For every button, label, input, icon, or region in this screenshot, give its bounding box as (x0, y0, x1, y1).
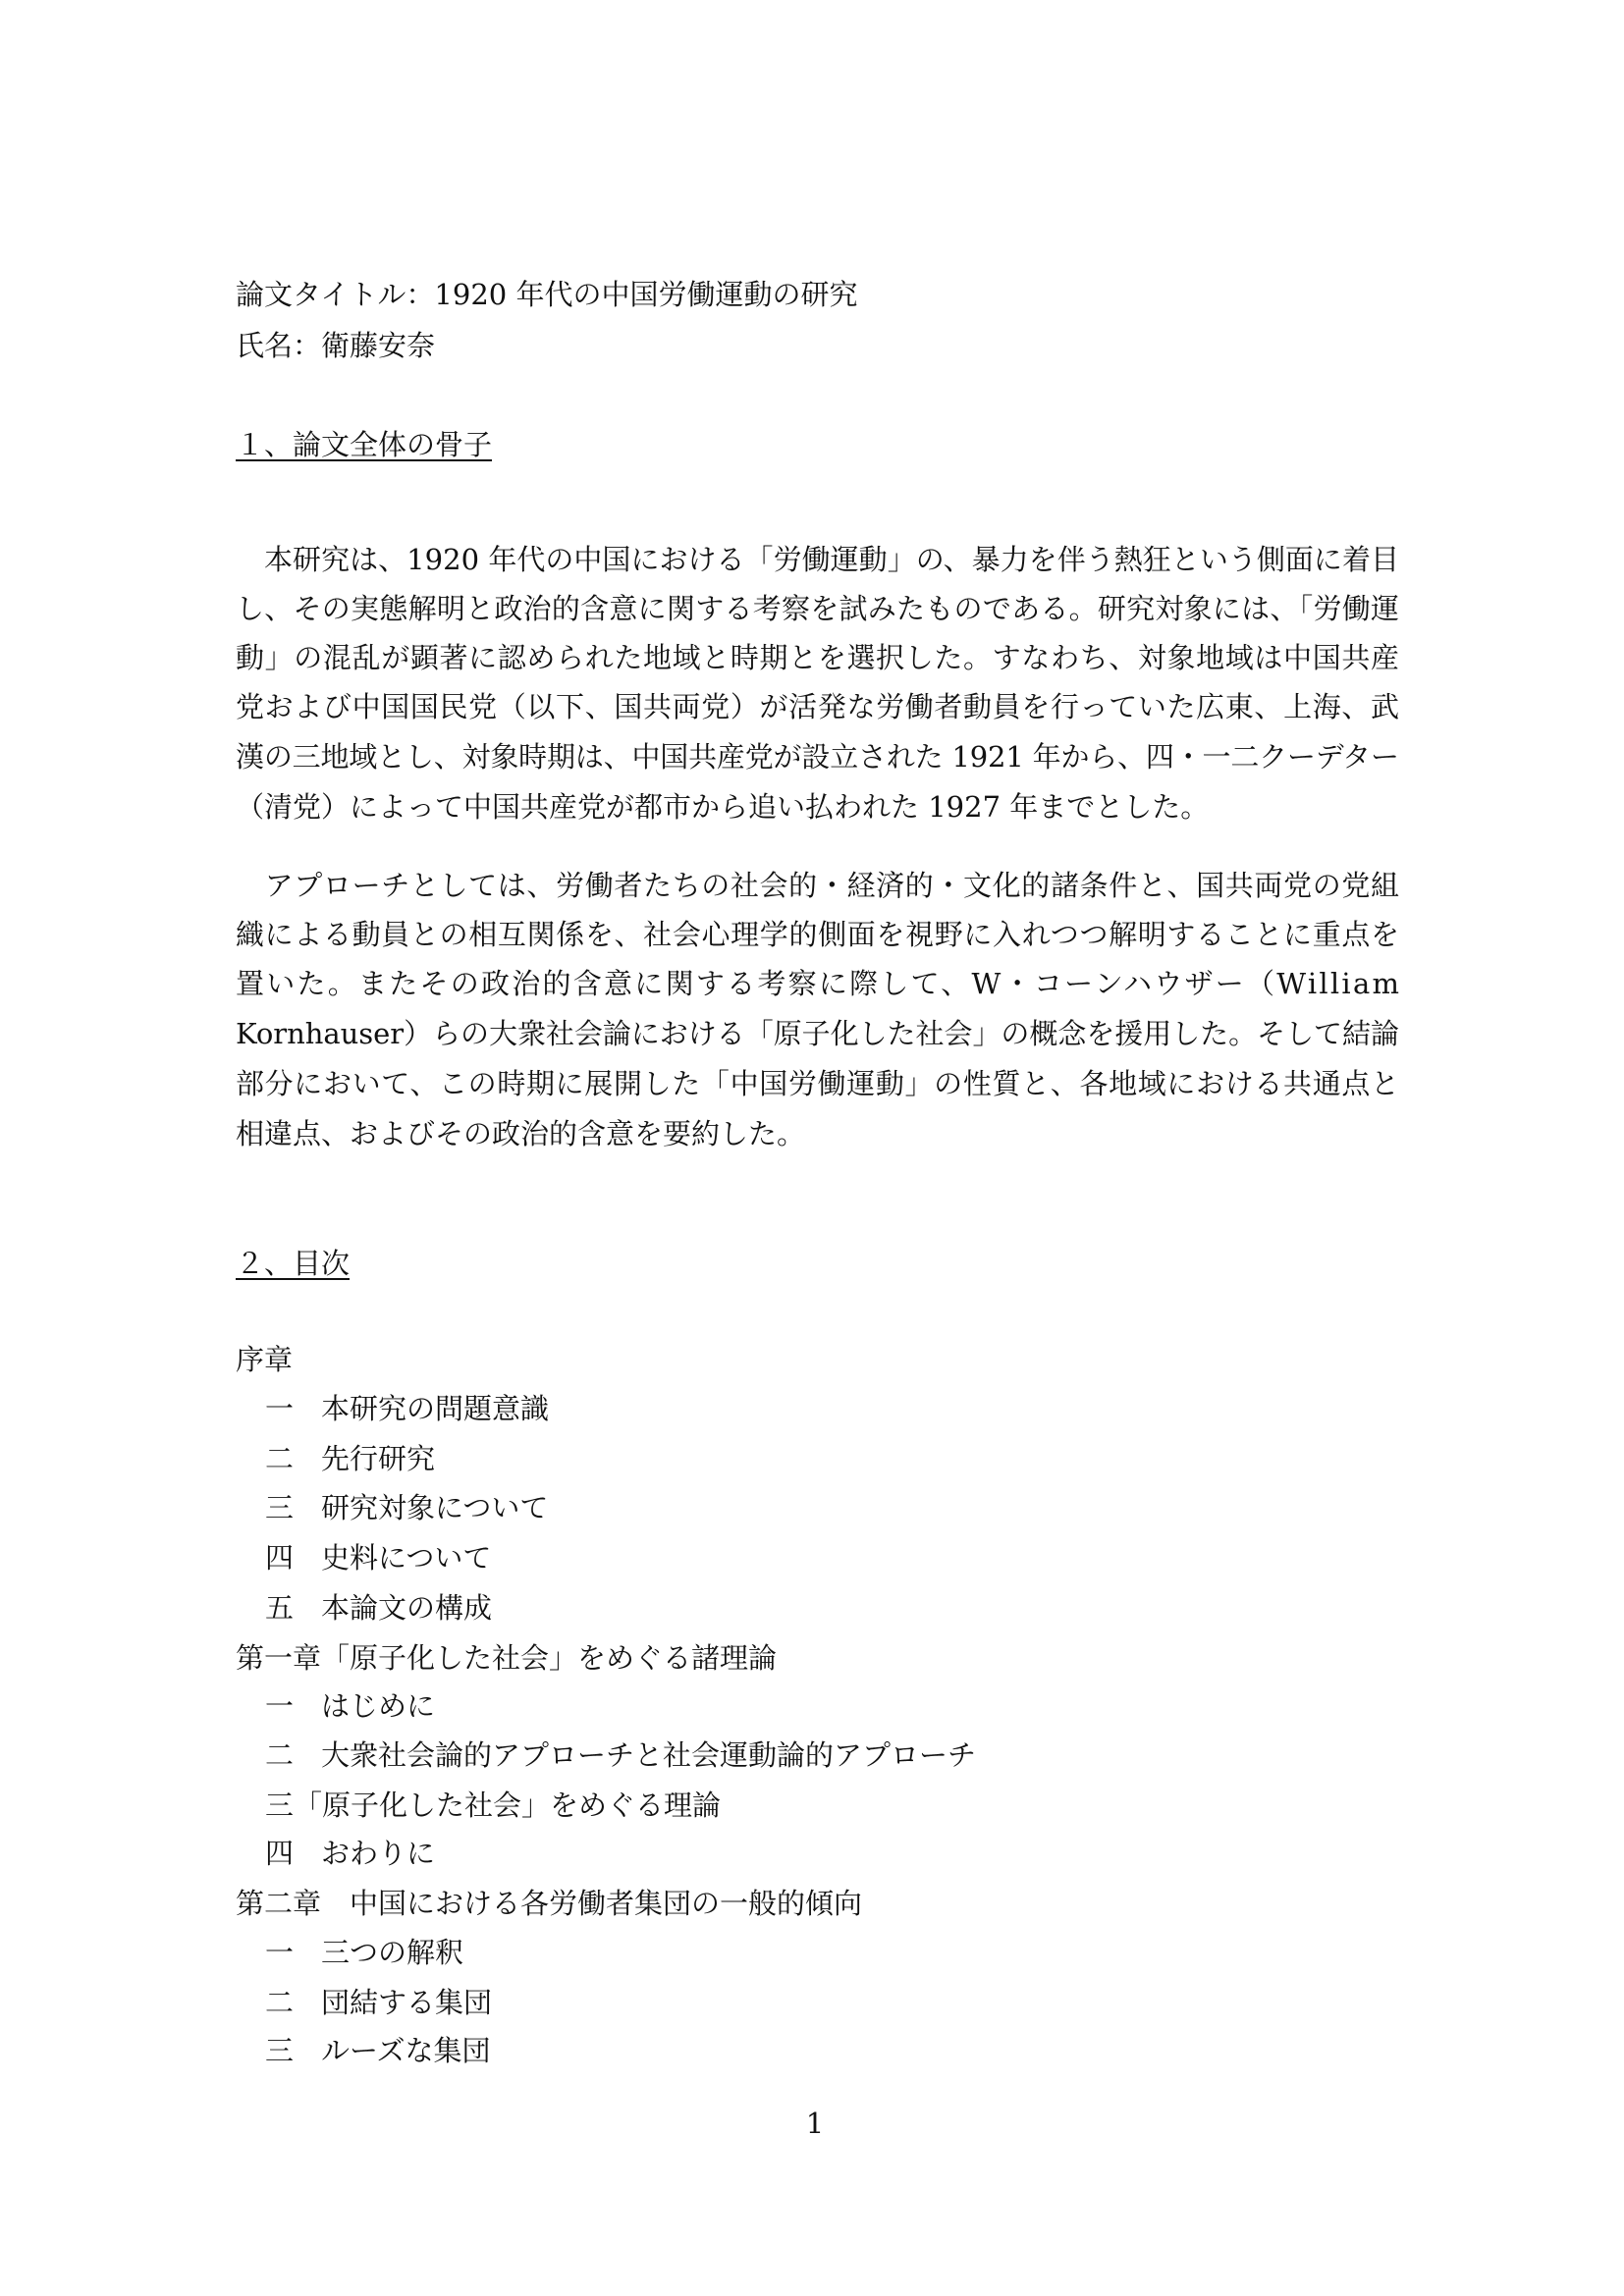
toc-item-number: 二 (265, 1442, 295, 1475)
thesis-title: 論文タイトル：1920 年代の中国労働運動の研究 (236, 278, 858, 311)
toc-item-number: 三 (265, 2034, 295, 2067)
paragraph-line: Kornhauser）らの大衆社会論における「原子化した社会」の概念を援用した。そして結論 (236, 1017, 1399, 1050)
toc-item-title: 本論文の構成 (321, 1591, 493, 1625)
toc-item-number: 四 (265, 1541, 295, 1575)
paragraph-line: 置いた。またその政治的含意に関する考察に際して、W・コーンハウザー（William (236, 967, 1402, 1000)
section-heading-summary: １、論文全体の骨子 (236, 428, 493, 461)
toc-item-title: 史料について (321, 1541, 492, 1575)
toc-item-number: 三 (265, 1789, 295, 1822)
paragraph-line: 相違点、およびその政治的含意を要約した。 (236, 1117, 806, 1150)
paragraph-line: 部分において、この時期に展開した「中国労働運動」の性質と、各地域における共通点と (236, 1067, 1400, 1100)
toc-item-title: ルーズな集団 (321, 2034, 491, 2067)
section-heading-toc: ２、目次 (236, 1247, 351, 1280)
toc-item-title: 大衆社会論的アプローチと社会運動論的アプローチ (321, 1738, 977, 1772)
paragraph-line: 動」の混乱が顕著に認められた地域と時期とを選択した。すなわち、対象地域は中国共産 (236, 641, 1400, 674)
toc-item-number: 四 (265, 1837, 295, 1870)
paragraph-line: アプローチとしては、労働者たちの社会的・経済的・文化的諸条件と、国共両党の党組 (236, 869, 1400, 902)
toc-chapter-title: 第一章「原子化した社会」をめぐる諸理論 (236, 1641, 778, 1675)
paragraph-line: 本研究は、1920 年代の中国における「労働運動」の、暴力を伴う熱狂という側面に着目 (236, 543, 1400, 576)
toc-item-title: おわりに (321, 1837, 436, 1870)
toc-item-number: 一 (265, 1689, 295, 1723)
author-name: 氏名：衛藤安奈 (236, 329, 436, 362)
toc-item-number: 三 (265, 1491, 295, 1524)
paragraph-line: （清党）によって中国共産党が都市から追い払われた 1927 年までとした。 (236, 790, 1210, 824)
toc-item-title: 本研究の問題意識 (321, 1392, 550, 1425)
toc-item-title: 団結する集団 (321, 1986, 493, 2019)
toc-item-number: 二 (265, 1986, 295, 2019)
toc-chapter-title: 序章 (236, 1343, 294, 1376)
paragraph-line: 織による動員との相互関係を、社会心理学的側面を視野に入れつつ解明することに重点を (236, 918, 1400, 951)
toc-item-number: 二 (265, 1738, 295, 1772)
toc-item-number: 一 (265, 1392, 295, 1425)
page-number: 1 (805, 2107, 825, 2140)
toc-chapter-title: 第二章 中国における各労働者集団の一般的傾向 (236, 1887, 863, 1920)
toc-item-title: 先行研究 (321, 1442, 436, 1475)
toc-item-title: 「原子化した社会」をめぐる理論 (294, 1789, 722, 1822)
toc-item-title: はじめに (321, 1689, 436, 1723)
toc-item-number: 一 (265, 1936, 295, 1969)
toc-item-title: 研究対象について (321, 1491, 549, 1524)
paragraph-line: し、その実態解明と政治的含意に関する考察を試みたものである。研究対象には、「労働運 (236, 592, 1400, 625)
toc-item-number: 五 (265, 1591, 295, 1625)
toc-item-title: 三つの解釈 (321, 1936, 464, 1969)
paragraph-line: 漢の三地域とし、対象時期は、中国共産党が設立された 1921 年から、四・一二クーデター (236, 740, 1399, 774)
paragraph-line: 党および中国国民党（以下、国共両党）が活発な労働者動員を行っていた広東、上海、武 (236, 690, 1400, 723)
